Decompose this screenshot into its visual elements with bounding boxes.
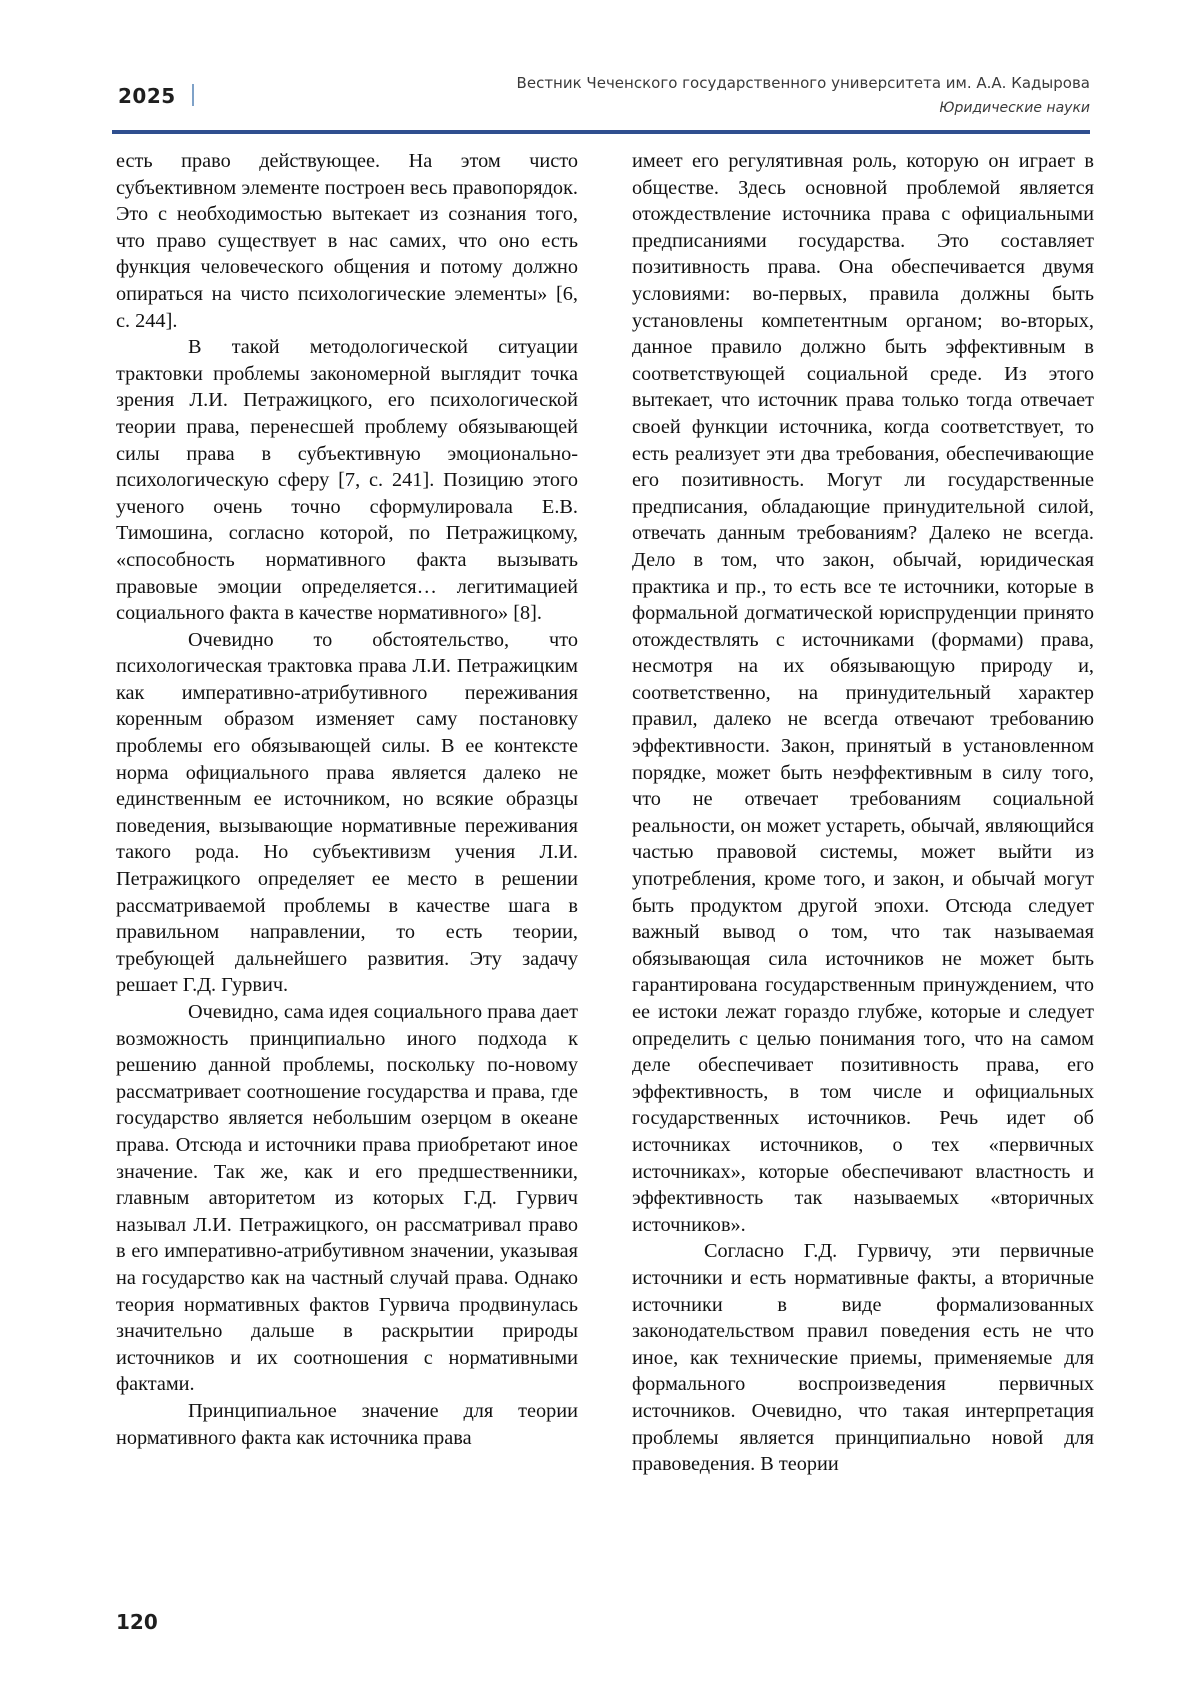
paragraph: есть право действующее. На этом чисто субъективном элементе построен весь правопорядок. Это с необходимостью вытекает из сознания того, что право существует в нас самих, что оно есть функция человеческого общения и потому должно опираться на чисто психологические элементы» [6, с. 244].	[116, 148, 578, 334]
paragraph: Очевидно, сама идея социального права дает возможность принципиально иного подхода к решению данной проблемы, поскольку по-новому рассматривает соотношение государства и права, где государство является небольшим озерцом в океане права. Отсюда и источники права приобретают иное значение. Так же, как и его предшественники, главным авторитетом из которых Г.Д. Гурвич называл Л.И. Петражицкого, он рассматривал право в его императивно-атрибутивном значении, указывая на государство как на частный случай права. Однако теория нормативных фактов Гурвича продвинулась значительно дальше в раскрытии природы источников и их соотношения с нормативными фактами.	[116, 999, 578, 1398]
page-number: 120	[116, 1610, 158, 1634]
journal-title: Вестник Чеченского государственного университета им. А.А. Кадырова	[517, 74, 1090, 92]
header-rule	[112, 130, 1090, 134]
paragraph: Очевидно то обстоятельство, что психологическая трактовка права Л.И. Петражицким как императивно-атрибутивного переживания коренным образом изменяет саму постановку проблемы его обязывающей силы. В ее контексте норма официального права является далеко не единственным ее источником, но всякие образцы поведения, вызывающие нормативные переживания такого рода. Но субъективизм учения Л.И. Петражицкого определяет ее место в решении рассматриваемой проблемы в качестве шага в правильном направлении, то есть теории, требующей дальнейшего развития. Эту задачу решает Г.Д. Гурвич.	[116, 627, 578, 999]
paragraph: имеет его регулятивная роль, которую он играет в обществе. Здесь основной проблемой является отождествление источника права с официальными предписаниями государства. Это составляет позитивность права. Она обеспечивается двумя условиями: во-первых, правила должны быть установлены компетентным органом; во-вторых, данное правило должно быть эффективным в соответствующей социальной среде. Из этого вытекает, что источник права только тогда отвечает своей функции источника, когда соответствует, то есть реализует эти два требования, обеспечивающие его позитивность. Могут ли государственные предписания, обладающие принудительной силой, отвечать данным требованиям? Далеко не всегда. Дело в том, что закон, обычай, юридическая практика и пр., то есть все те источники, которые в формальной догматической юриспруденции принято отождествлять с источниками (формами) права, несмотря на их обязывающую природу и, соответственно, на принудительный характер правил, далеко не всегда отвечают требованию эффективности. Закон, принятый в установленном порядке, может быть неэффективным в силу того, что не отвечает требованиям социальной реальности, он может устареть, обычай, являющийся частью правовой системы, может выйти из употребления, кроме того, и закон, и обычай могут быть продуктом другой эпохи. Отсюда следует важный вывод о том, что так называемая обязывающая сила источников не может быть гарантирована государственным принуждением, что ее истоки лежат гораздо глубже, которые и следует определить с целью понимания того, что на самом деле обеспечивает позитивность права, его эффективность, в том числе и официальных государственных источников. Речь идет об источниках источников, о тех «первичных источниках», которые обеспечивают властность и эффективность так называемых «вторичных источников».	[632, 148, 1094, 1238]
issue-year: 2025	[118, 84, 176, 108]
paragraph: В такой методологической ситуации трактовки проблемы закономерной выглядит точка зрения Л.И. Петражицкого, его психологической теории права, перенесшей проблему обязывающей силы права в субъективную эмоционально-психологическую сферу [7, с. 241]. Позицию этого ученого очень точно сформулировала Е.В. Тимошина, согласно которой, по Петражицкому, «способность нормативного факта вызывать правовые эмоции определяется… легитимацией социального факта в качестве нормативного» [8].	[116, 334, 578, 627]
paragraph: Принципиальное значение для теории нормативного факта как источника права	[116, 1398, 578, 1451]
journal-section: Юридические науки	[939, 100, 1090, 116]
right-column	[632, 148, 1094, 1478]
header-divider-mark	[192, 84, 194, 106]
left-column	[116, 148, 578, 1451]
paragraph: Согласно Г.Д. Гурвичу, эти первичные источники и есть нормативные факты, а вторичные источники в виде формализованных законодательством правил поведения есть не что иное, как технические приемы, применяемые для формального воспроизведения первичных источников. Очевидно, что такая интерпретация проблемы является принципиально новой для правоведения. В теории	[632, 1238, 1094, 1477]
